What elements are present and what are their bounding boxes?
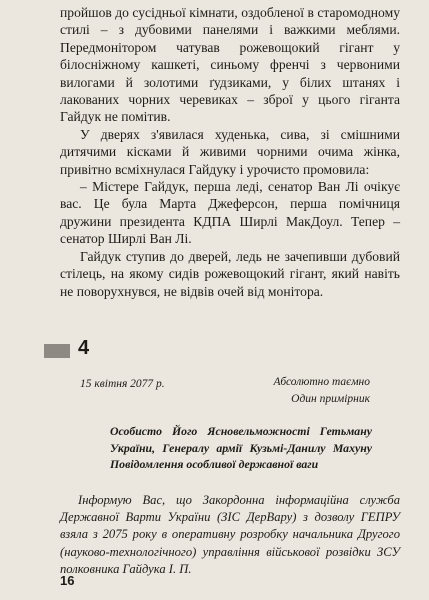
document-report xyxy=(60,492,400,578)
chapter-heading xyxy=(44,337,164,362)
classification-secret: Абсолютно таємно xyxy=(273,376,370,388)
chapter-marker-bar xyxy=(44,344,70,358)
page-number: 16 xyxy=(60,573,75,588)
body-text xyxy=(60,4,400,300)
paragraph-1: пройшов до сусідньої кімнати, оздобленої в старомодному стилі – з дубовими панелями і важкими меблями. Передмонітором чатував рожевощокий гігант у білосніжному кашкеті, синьому френчі з червоними вилогами й золотими ґудзиками, у білих штанях і лакованих чорних черевиках – зброї у цього гіганта Гайдук не помітив. xyxy=(60,5,400,125)
report-paragraph: Інформую Вас, що Закордонна інформаційна служба Державної Варти України (ЗІС ДерВару) з дозволу ГЕПРУ взяла з 2075 року в оперативну розробку начальника Другого (науково-технологічного) управління військової розвідки ЗСУ полковника Гайдука І. П. xyxy=(60,493,400,576)
classification-copies: Один примірник xyxy=(291,393,370,405)
document-classification xyxy=(273,374,370,408)
paragraph-3: – Містере Гайдук, перша леді, сенатор Ван Лі очікує вас. Це була Марта Джеферсон, перша помічниця дружини президента КДПА Ширлі МакДоул. Тепер – сенатор Ширлі Ван Лі. xyxy=(60,179,400,247)
paragraph-2: У дверях з'явилася худенька, сива, зі смішними дитячими кісками й живими чорними очима жінка, привітно всміхнулася Гайдуку і урочисто промовила: xyxy=(60,126,400,177)
paragraph-4: Гайдук ступив до дверей, ледь не зачепивши дубовий стілець, на якому сидів рожевощокий гігант, який навіть не поворухнувся, не відвів очей від монітора. xyxy=(60,248,400,299)
chapter-number: 4 xyxy=(78,337,90,359)
document-date: 15 квітня 2077 р. xyxy=(80,378,165,390)
document-addressee: Особисто Його Ясновельможності Гетьману України, Генералу армії Кузьмі-Данилу Махуну Повідомлення особливої державної ваги xyxy=(110,424,372,472)
